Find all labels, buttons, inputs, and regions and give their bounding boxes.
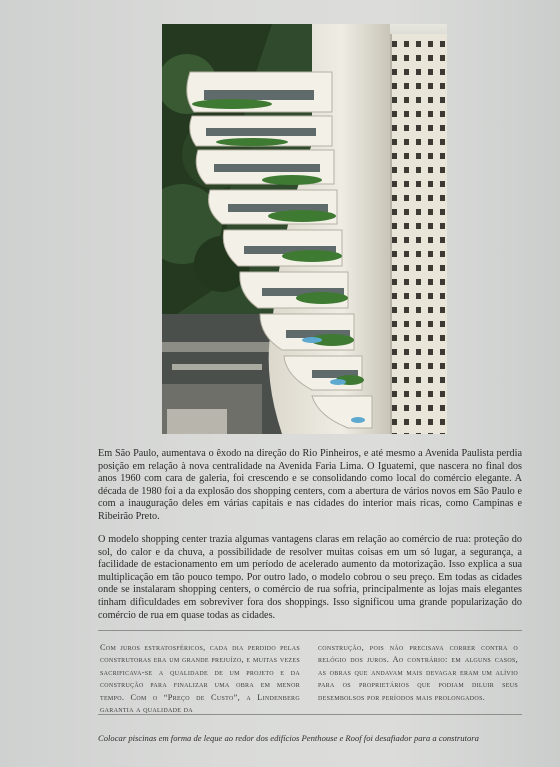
photo-caption: Colocar piscinas em forma de leque ao redor dos edifícios Penthouse e Roof foi desafiador para a construtora xyxy=(98,733,479,743)
building-photo xyxy=(162,24,447,434)
sidebar-column-1: Com juros estratosféricos, cada dia perdido pelas construtoras era um grande prejuízo, e muitas vezes sacrificava-se a qualidade de um projeto e da construção para finalizar uma obra em menor tempo. Com o “Preço de Custo”, a Lindenberg garantia a qualidade da xyxy=(100,643,300,715)
sidebar-column-2: construção, pois não precisava correr contra o relógio dos juros. Ao contrário: em alguns casos, as obras que andavam mais devagar eram um alívio para os proprietários que podiam diluir seus desembolsos por períodos mais prolongados. xyxy=(318,643,518,702)
sidebar-bottom-rule xyxy=(98,714,522,715)
body-paragraph-2: O modelo shopping center trazia algumas vantagens claras em relação ao comércio de rua: proteção do sol, do calor e da chuva, a possibilidade de resolver muitas coisas em um só lugar, a segurança, a facilidade de estacionamento em um período de acelerado aumento da motorização. Isso explica a sua multiplicação em tão pouco tempo. Por outro lado, o modelo cobrou o seu preço. Em todas as cidades onde se instalaram shopping centers, o comércio de rua sofria, principalmente as lojas mais elegantes tinham dificuldades em sobreviver fora dos shoppings. Isso significou uma grande popularização do comércio de rua em quase todas as cidades. xyxy=(98,534,522,621)
building-photo-illustration xyxy=(162,24,447,434)
sidebar-top-rule xyxy=(98,630,522,631)
body-paragraph-1: Em São Paulo, aumentava o êxodo na direção do Rio Pinheiros, e até mesmo a Avenida Paulista perdia posição em relação à nova centralidade na Avenida Faria Lima. O Iguatemi, que nascera no final dos anos 1960 com cara de galeria, foi crescendo e se consolidando como local do comércio elegante. A década de 1980 foi a da explosão dos shopping centers, com a abertura de vários novos em São Paulo e com a inauguração deles em várias capitais e nas cidades do interior mais ricas, como Campinas e Ribeirão Preto. xyxy=(98,448,522,522)
